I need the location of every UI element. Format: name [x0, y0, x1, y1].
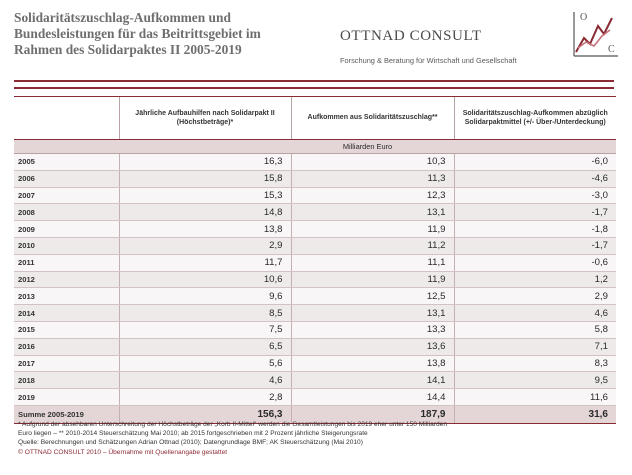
table-row: [14, 305, 616, 322]
saldo-cell: -1,7: [454, 237, 616, 254]
ottnad-logo-icon: [566, 8, 620, 64]
saldo-cell: 2,9: [454, 288, 616, 305]
aufbau-cell: 15,3: [119, 187, 291, 204]
aufbau-cell: 9,6: [119, 288, 291, 305]
saldo-cell: -3,0: [454, 187, 616, 204]
footnote: * Aufgrund der absehbaren Unterschreitung der Höchstbeträge der „Korb II-Mittel" werden die Gesamtleistungen bis 2019 eher unter 150 Milliarden: [18, 421, 447, 428]
year-cell: 2018: [14, 372, 119, 389]
soli-cell: 11,1: [291, 254, 454, 271]
saldo-cell: 9,5: [454, 372, 616, 389]
table-row: [14, 170, 616, 187]
soli-cell: 11,2: [291, 237, 454, 254]
unit-row: [14, 140, 616, 154]
year-cell: 2005: [14, 154, 119, 171]
logo-letter-o: O: [580, 12, 588, 23]
aufbau-cell: 2,8: [119, 389, 291, 406]
copyright: © OTTNAD CONSULT 2010 – Übernahme mit Quellenangabe gestattet: [18, 448, 228, 456]
saldo-cell: 11,6: [454, 389, 616, 406]
table-row: [14, 237, 616, 254]
year-cell: 2008: [14, 204, 119, 221]
table-row: [14, 254, 616, 271]
table-row: [14, 372, 616, 389]
soli-cell: 13,6: [291, 338, 454, 355]
soli-cell: 11,3: [291, 170, 454, 187]
title-line: Solidaritätszuschlag-Aufkommen und: [14, 10, 231, 25]
saldo-cell: 4,6: [454, 305, 616, 322]
table-row: [14, 221, 616, 238]
soli-cell: 14,1: [291, 372, 454, 389]
aufbau-cell: 14,8: [119, 204, 291, 221]
table-row: [14, 204, 616, 221]
table-row: [14, 288, 616, 305]
saldo-cell: -1,7: [454, 204, 616, 221]
soli-cell: 12,3: [291, 187, 454, 204]
header-soli-aufkommen: Aufkommen aus Solidaritätszuschlag**: [291, 97, 454, 140]
year-cell: 2007: [14, 187, 119, 204]
soli-cell: 12,5: [291, 288, 454, 305]
header-saldo: Solidaritätszuschlag-Aufkommen abzüglich Solidarpaktmittel (+/- Über-/Unterdeckung): [454, 97, 616, 140]
sum-label: Summe 2005-2019: [14, 405, 119, 423]
footnotes: [18, 420, 614, 457]
soli-cell: 13,1: [291, 204, 454, 221]
soli-cell: 11,9: [291, 221, 454, 238]
soli-cell: 10,3: [291, 154, 454, 171]
aufbau-cell: 13,8: [119, 221, 291, 238]
saldo-cell: -1,8: [454, 221, 616, 238]
aufbau-cell: 15,8: [119, 170, 291, 187]
year-cell: 2019: [14, 389, 119, 406]
table-row: [14, 187, 616, 204]
saldo-cell: 5,8: [454, 321, 616, 338]
table-row: [14, 271, 616, 288]
table-row: [14, 321, 616, 338]
soli-cell: 13,8: [291, 355, 454, 372]
saldo-cell: -0,6: [454, 254, 616, 271]
aufbau-cell: 11,7: [119, 254, 291, 271]
year-cell: 2015: [14, 321, 119, 338]
soli-cell: 14,4: [291, 389, 454, 406]
soli-cell: 11,9: [291, 271, 454, 288]
header-aufbauhilfen: Jährliche Aufbauhilfen nach Solidarpakt II (Höchstbeträge)*: [119, 97, 291, 140]
saldo-cell: 7,1: [454, 338, 616, 355]
year-cell: 2009: [14, 221, 119, 238]
aufbau-cell: 16,3: [119, 154, 291, 171]
saldo-cell: 1,2: [454, 271, 616, 288]
year-cell: 2014: [14, 305, 119, 322]
unit-label: Milliarden Euro: [119, 140, 616, 154]
slide-title: [14, 10, 314, 58]
soli-cell: 13,1: [291, 305, 454, 322]
sum-saldo: 31,6: [454, 405, 616, 423]
aufbau-cell: 8,5: [119, 305, 291, 322]
saldo-cell: -4,6: [454, 170, 616, 187]
table-header-row: [14, 97, 616, 140]
sum-soli: 187,9: [291, 405, 454, 423]
year-cell: 2013: [14, 288, 119, 305]
soli-cell: 13,3: [291, 321, 454, 338]
table-row: [14, 355, 616, 372]
sum-aufbau: 156,3: [119, 405, 291, 423]
saldo-cell: 8,3: [454, 355, 616, 372]
saldo-cell: -6,0: [454, 154, 616, 171]
year-cell: 2011: [14, 254, 119, 271]
brand-name: OTTNAD CONSULT: [340, 28, 482, 44]
year-cell: 2006: [14, 170, 119, 187]
year-cell: 2010: [14, 237, 119, 254]
aufbau-cell: 10,6: [119, 271, 291, 288]
aufbau-cell: 7,5: [119, 321, 291, 338]
title-line: Rahmen des Solidarpaktes II 2005-2019: [14, 42, 242, 57]
aufbau-cell: 5,6: [119, 355, 291, 372]
brand-subtitle: Forschung & Beratung für Wirtschaft und Gesellschaft: [340, 56, 517, 65]
header-year: [14, 97, 119, 140]
year-cell: 2012: [14, 271, 119, 288]
divider-bottom: [14, 87, 614, 89]
aufbau-cell: 6,5: [119, 338, 291, 355]
aufbau-cell: 4,6: [119, 372, 291, 389]
table-row: [14, 154, 616, 171]
logo-letter-c: C: [608, 44, 615, 55]
footnote-source: Quelle: Berechnungen und Schätzungen Adrian Ottnad (2010); Datengrundlage BMF; AK Steuerschätzung (Mai 2010): [18, 439, 363, 447]
table-row: [14, 338, 616, 355]
aufbau-cell: 2,9: [119, 237, 291, 254]
divider-top: [14, 80, 614, 82]
footnote: Euro liegen – ** 2010-2014 Steuerschätzung Mai 2010; ab 2015 fortgeschrieben mit 2 Prozent jährliche Steigerungsrate: [18, 430, 368, 438]
table-row: [14, 389, 616, 406]
title-line: Bundesleistungen für das Beitrittsgebiet im: [14, 26, 261, 41]
solidarpakt-table: [14, 96, 616, 424]
year-cell: 2017: [14, 355, 119, 372]
year-cell: 2016: [14, 338, 119, 355]
